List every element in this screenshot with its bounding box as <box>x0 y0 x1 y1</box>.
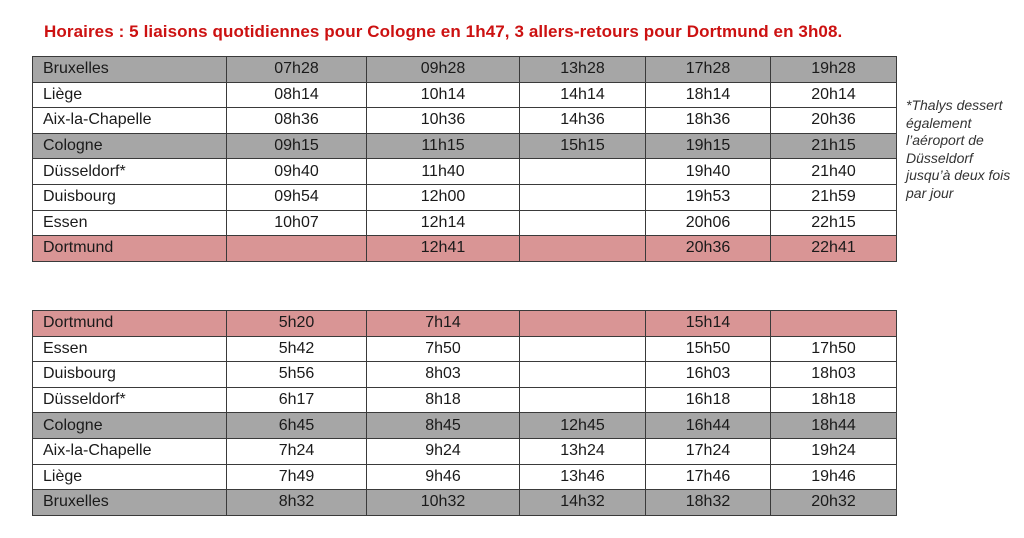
departure-time: 10h14 <box>367 82 520 108</box>
departure-time: 12h14 <box>367 210 520 236</box>
departure-time <box>771 311 897 337</box>
departure-time: 20h14 <box>771 82 897 108</box>
departure-time: 19h40 <box>646 159 771 185</box>
departure-time: 20h36 <box>771 108 897 134</box>
departure-time: 8h18 <box>367 387 520 413</box>
departure-time: 15h15 <box>520 133 646 159</box>
departure-time: 20h06 <box>646 210 771 236</box>
table-row <box>33 159 897 185</box>
departure-time: 5h56 <box>227 362 367 388</box>
table-row <box>33 82 897 108</box>
table-row <box>33 311 897 337</box>
departure-time: 21h59 <box>771 184 897 210</box>
departure-time: 17h28 <box>646 57 771 83</box>
departure-time: 18h32 <box>646 490 771 516</box>
departure-time: 9h24 <box>367 438 520 464</box>
departure-time: 09h15 <box>227 133 367 159</box>
departure-time: 11h15 <box>367 133 520 159</box>
departure-time: 22h15 <box>771 210 897 236</box>
table-row <box>33 133 897 159</box>
departure-time: 11h40 <box>367 159 520 185</box>
table-row <box>33 362 897 388</box>
table-row <box>33 57 897 83</box>
departure-time: 07h28 <box>227 57 367 83</box>
departure-time: 18h36 <box>646 108 771 134</box>
departure-time: 16h03 <box>646 362 771 388</box>
departure-time: 10h36 <box>367 108 520 134</box>
table-row <box>33 490 897 516</box>
table-row <box>33 413 897 439</box>
outbound-timetable <box>32 56 897 262</box>
departure-time: 14h32 <box>520 490 646 516</box>
station-name: Cologne <box>33 413 227 439</box>
table-row <box>33 387 897 413</box>
departure-time: 7h24 <box>227 438 367 464</box>
departure-time: 10h07 <box>227 210 367 236</box>
departure-time: 09h28 <box>367 57 520 83</box>
departure-time: 7h49 <box>227 464 367 490</box>
departure-time <box>520 210 646 236</box>
station-name: Bruxelles <box>33 490 227 516</box>
departure-time: 18h14 <box>646 82 771 108</box>
departure-time <box>520 184 646 210</box>
departure-time: 19h46 <box>771 464 897 490</box>
footnote: *Thalys dessert également l’aéroport de Düsseldorf jusqu’à deux fois par jour <box>906 97 1011 201</box>
departure-time: 17h24 <box>646 438 771 464</box>
departure-time: 7h14 <box>367 311 520 337</box>
departure-time: 16h18 <box>646 387 771 413</box>
station-name: Cologne <box>33 133 227 159</box>
station-name: Dortmund <box>33 311 227 337</box>
departure-time: 21h15 <box>771 133 897 159</box>
station-name: Aix-la-Chapelle <box>33 438 227 464</box>
station-name: Duisbourg <box>33 362 227 388</box>
page-title: Horaires : 5 liaisons quotidiennes pour Cologne en 1h47, 3 allers-retours pour Dortmund en 3h08. <box>44 22 843 41</box>
departure-time: 12h45 <box>520 413 646 439</box>
departure-time: 08h14 <box>227 82 367 108</box>
station-name: Duisbourg <box>33 184 227 210</box>
departure-time: 12h41 <box>367 236 520 262</box>
departure-time: 5h20 <box>227 311 367 337</box>
table-row <box>33 236 897 262</box>
table-row <box>33 210 897 236</box>
departure-time: 15h50 <box>646 336 771 362</box>
departure-time: 22h41 <box>771 236 897 262</box>
departure-time <box>520 236 646 262</box>
departure-time: 8h03 <box>367 362 520 388</box>
departure-time: 19h28 <box>771 57 897 83</box>
departure-time: 14h36 <box>520 108 646 134</box>
departure-time <box>227 236 367 262</box>
table-row <box>33 108 897 134</box>
departure-time: 10h32 <box>367 490 520 516</box>
departure-time: 18h44 <box>771 413 897 439</box>
departure-time: 16h44 <box>646 413 771 439</box>
return-timetable <box>32 310 897 516</box>
table-row <box>33 438 897 464</box>
departure-time: 8h45 <box>367 413 520 439</box>
departure-time: 18h18 <box>771 387 897 413</box>
departure-time: 09h54 <box>227 184 367 210</box>
departure-time: 13h28 <box>520 57 646 83</box>
departure-time: 6h17 <box>227 387 367 413</box>
departure-time: 17h46 <box>646 464 771 490</box>
departure-time: 17h50 <box>771 336 897 362</box>
station-name: Essen <box>33 336 227 362</box>
departure-time <box>520 311 646 337</box>
station-name: Düsseldorf* <box>33 387 227 413</box>
departure-time: 5h42 <box>227 336 367 362</box>
departure-time: 19h24 <box>771 438 897 464</box>
departure-time: 09h40 <box>227 159 367 185</box>
departure-time: 18h03 <box>771 362 897 388</box>
departure-time: 19h15 <box>646 133 771 159</box>
station-name: Dortmund <box>33 236 227 262</box>
departure-time: 8h32 <box>227 490 367 516</box>
departure-time: 20h36 <box>646 236 771 262</box>
departure-time: 7h50 <box>367 336 520 362</box>
station-name: Essen <box>33 210 227 236</box>
station-name: Liège <box>33 464 227 490</box>
departure-time <box>520 387 646 413</box>
departure-time: 13h46 <box>520 464 646 490</box>
station-name: Aix-la-Chapelle <box>33 108 227 134</box>
departure-time: 15h14 <box>646 311 771 337</box>
table-row <box>33 184 897 210</box>
departure-time: 20h32 <box>771 490 897 516</box>
departure-time: 12h00 <box>367 184 520 210</box>
table-row <box>33 336 897 362</box>
station-name: Liège <box>33 82 227 108</box>
departure-time: 19h53 <box>646 184 771 210</box>
departure-time: 13h24 <box>520 438 646 464</box>
departure-time <box>520 362 646 388</box>
departure-time: 21h40 <box>771 159 897 185</box>
station-name: Bruxelles <box>33 57 227 83</box>
departure-time: 14h14 <box>520 82 646 108</box>
departure-time <box>520 159 646 185</box>
table-row <box>33 464 897 490</box>
departure-time: 9h46 <box>367 464 520 490</box>
departure-time: 6h45 <box>227 413 367 439</box>
departure-time <box>520 336 646 362</box>
departure-time: 08h36 <box>227 108 367 134</box>
station-name: Düsseldorf* <box>33 159 227 185</box>
